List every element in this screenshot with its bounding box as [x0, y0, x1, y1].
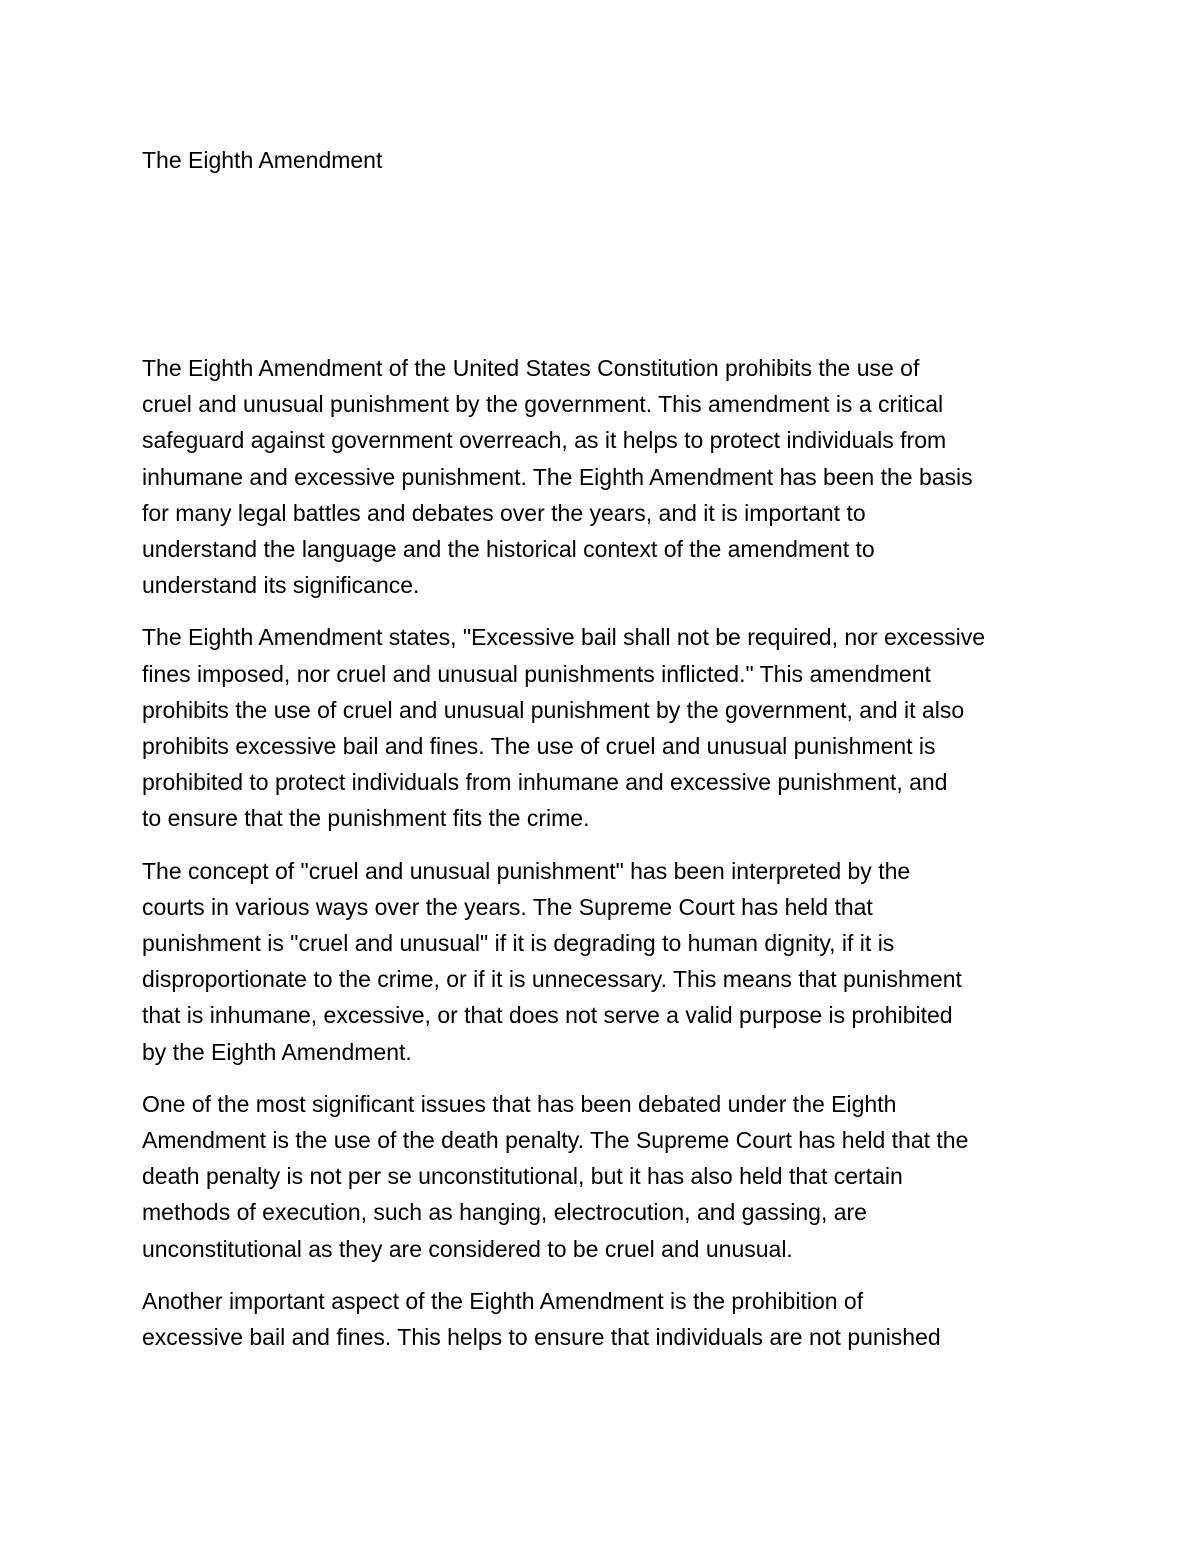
document-title: The Eighth Amendment: [142, 147, 383, 173]
text-line: excessive bail and fines. This helps to ensure that individuals are not punished: [142, 1324, 941, 1351]
text-line: death penalty is not per se unconstitutional, but it has also held that certain: [142, 1163, 903, 1190]
text-line: that is inhumane, excessive, or that does not serve a valid purpose is prohibited: [142, 1002, 953, 1029]
text-line: prohibits the use of cruel and unusual punishment by the government, and it also: [142, 696, 965, 723]
text-line: Amendment is the use of the death penalty. The Supreme Court has held that the: [142, 1127, 969, 1154]
text-line: by the Eighth Amendment.: [142, 1038, 412, 1065]
text-line: inhumane and excessive punishment. The Eighth Amendment has been the basis: [142, 463, 973, 490]
text-line: prohibits excessive bail and fines. The use of cruel and unusual punishment is: [142, 733, 936, 760]
text-line: cruel and unusual punishment by the government. This amendment is a critical: [142, 391, 944, 418]
text-line: Another important aspect of the Eighth Amendment is the prohibition of: [142, 1287, 864, 1314]
text-line: fines imposed, nor cruel and unusual punishments inflicted." This amendment: [142, 660, 931, 687]
text-line: The concept of "cruel and unusual punishment" has been interpreted by the: [142, 857, 911, 884]
text-line: safeguard against government overreach, as it helps to protect individuals from: [142, 427, 947, 454]
text-line: methods of execution, such as hanging, electrocution, and gassing, are: [142, 1199, 867, 1226]
document-body: [142, 350, 1082, 1371]
paragraph-5: [142, 1283, 1082, 1355]
text-line: prohibited to protect individuals from inhumane and excessive punishment, and: [142, 769, 948, 796]
text-line: One of the most significant issues that has been debated under the Eighth: [142, 1090, 897, 1117]
text-line: The Eighth Amendment of the United States Constitution prohibits the use of: [142, 355, 920, 381]
text-line: The Eighth Amendment states, "Excessive bail shall not be required, nor excessive: [142, 624, 985, 651]
paragraph-2: [142, 619, 1082, 836]
paragraph-1: [142, 350, 1082, 603]
text-line: understand its significance.: [142, 572, 420, 599]
text-line: for many legal battles and debates over the years, and it is important to: [142, 499, 866, 526]
text-line: courts in various ways over the years. The Supreme Court has held that: [142, 893, 873, 920]
text-line: disproportionate to the crime, or if it is unnecessary. This means that punishment: [142, 966, 962, 993]
paragraph-3: [142, 853, 1082, 1070]
text-line: unconstitutional as they are considered to be cruel and unusual.: [142, 1235, 793, 1262]
text-line: to ensure that the punishment fits the crime.: [142, 805, 590, 832]
text-line: punishment is "cruel and unusual" if it is degrading to human dignity, if it is: [142, 930, 895, 957]
text-line: understand the language and the historical context of the amendment to: [142, 536, 875, 563]
paragraph-4: [142, 1086, 1082, 1267]
